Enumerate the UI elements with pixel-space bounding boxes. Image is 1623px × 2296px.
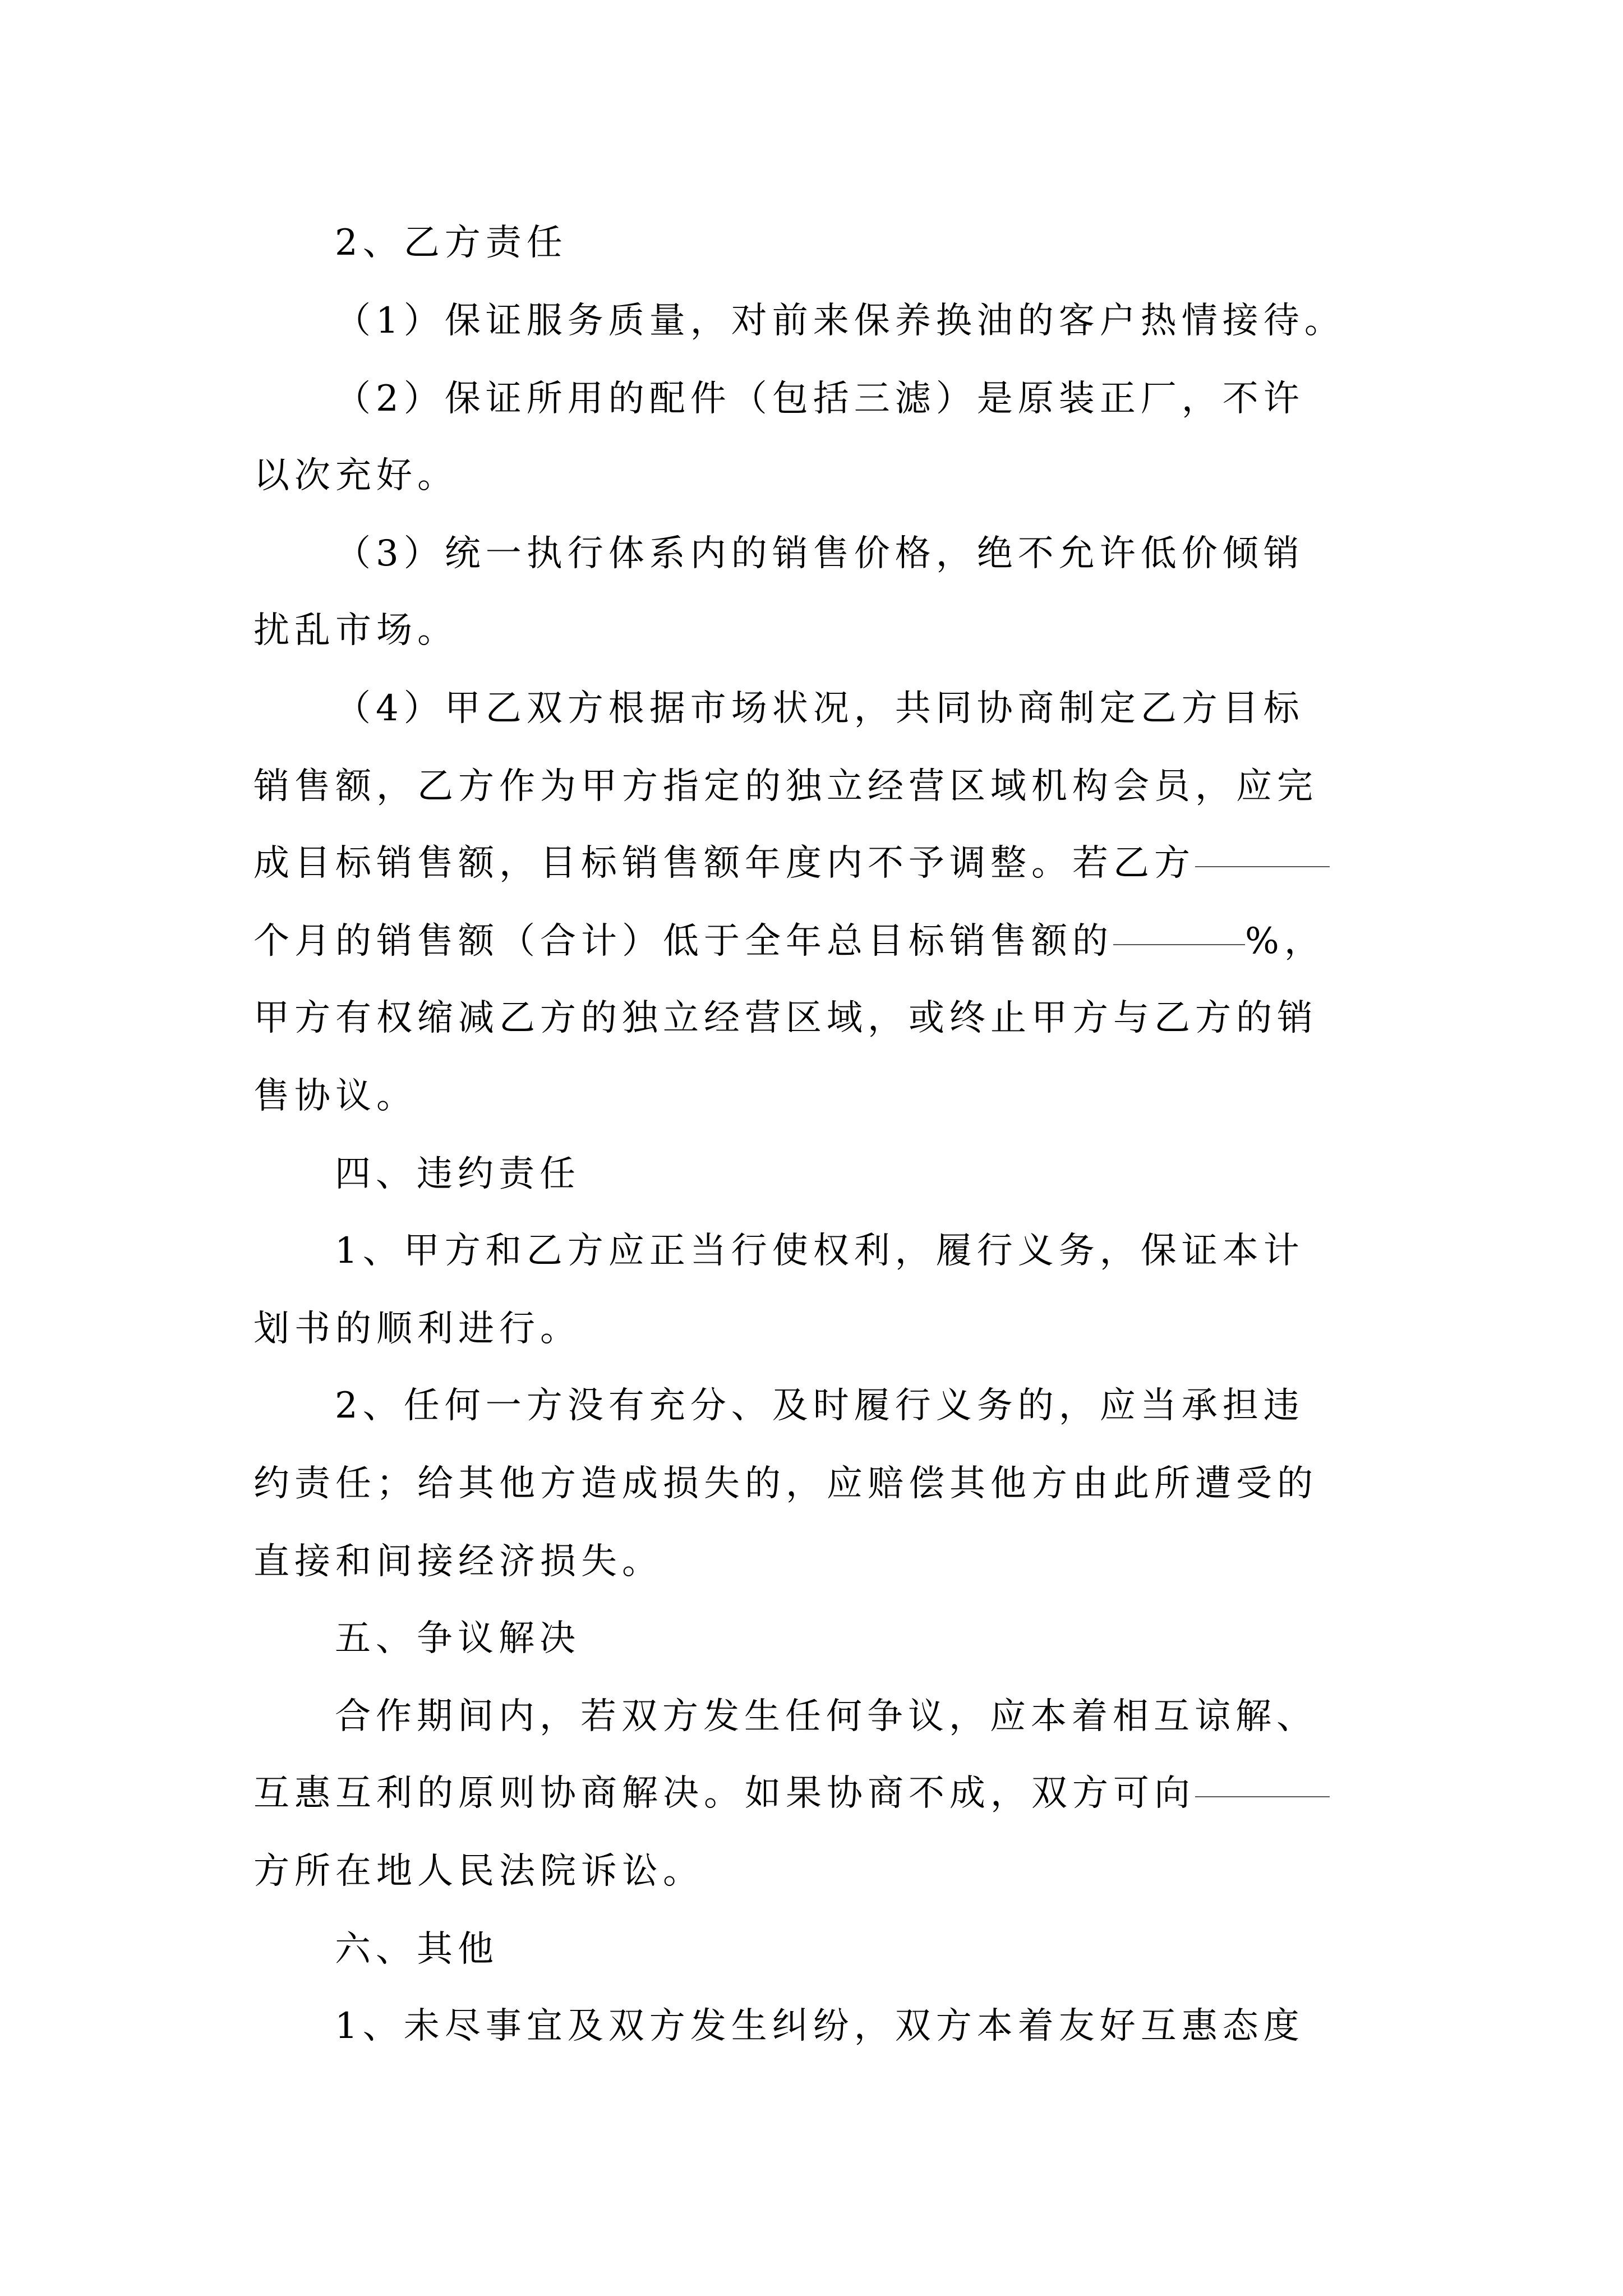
paragraph-line xyxy=(335,290,1345,352)
paragraph-text: 个月的销售额（合计）低于全年总目标销售额的 xyxy=(253,921,1113,962)
heading-text: 六、其他 xyxy=(335,1929,499,1970)
paragraph-line xyxy=(253,1298,581,1360)
heading-text: 2、乙方责任 xyxy=(335,222,568,264)
heading-text: 四、违约责任 xyxy=(335,1153,580,1195)
paragraph-text: （2）保证所用的配件（包括三滤）是原装正厂，不许 xyxy=(335,378,1304,420)
percent-sign: %， xyxy=(1245,921,1325,962)
paragraph-text: 2、任何一方没有充分、及时履行义务的，应当承担违 xyxy=(335,1385,1304,1427)
fill-in-blank xyxy=(1195,837,1330,867)
paragraph-line xyxy=(253,1841,704,1902)
paragraph-text: （3）统一执行体系内的销售价格，绝不允许低价倾销 xyxy=(335,533,1304,574)
paragraph-text: 扰乱市场。 xyxy=(253,610,458,651)
paragraph-text: 以次充好。 xyxy=(253,455,458,496)
paragraph-text: 约责任；给其他方造成损失的，应赔偿其他方由此所遭受的 xyxy=(253,1463,1318,1504)
paragraph-text: 成目标销售额，目标销售额年度内不予调整。若乙方 xyxy=(253,843,1195,884)
paragraph-line xyxy=(335,523,1304,585)
paragraph-line xyxy=(253,1065,417,1127)
paragraph-text: 划书的顺利进行。 xyxy=(253,1308,581,1350)
paragraph-line xyxy=(253,1453,1318,1515)
fill-in-blank xyxy=(1113,915,1245,945)
paragraph-text: 1、甲方和乙方应正当行使权利，履行义务，保证本计 xyxy=(335,1230,1304,1272)
paragraph-line xyxy=(335,1686,1317,1747)
paragraph-line xyxy=(335,1220,1304,1282)
heading-text: 五、争议解决 xyxy=(335,1618,580,1659)
paragraph-line xyxy=(253,445,458,507)
paragraph-text: 直接和间接经济损失。 xyxy=(253,1541,663,1582)
paragraph-line xyxy=(335,368,1304,430)
paragraph-text: 销售额，乙方作为甲方指定的独立经营区域机构会员，应完 xyxy=(253,766,1318,807)
fill-in-blank xyxy=(1195,1767,1330,1797)
paragraph-line xyxy=(253,1531,663,1593)
paragraph-line xyxy=(335,1375,1304,1437)
paragraph-text: （4）甲乙双方根据市场状况，共同协商制定乙方目标 xyxy=(335,688,1304,729)
paragraph-text: 方所在地人民法院诉讼。 xyxy=(253,1851,704,1892)
paragraph-text: 合作期间内，若双方发生任何争议，应本着相互谅解、 xyxy=(335,1696,1317,1737)
paragraph-line xyxy=(253,600,458,661)
section-heading xyxy=(335,1143,580,1205)
paragraph-text: 售协议。 xyxy=(253,1075,417,1117)
paragraph-text: 互惠互利的原则协商解决。如果协商不成，双方可向 xyxy=(253,1773,1195,1814)
section-heading xyxy=(335,1918,499,1980)
paragraph-line xyxy=(253,1763,1330,1824)
paragraph-line xyxy=(253,987,1318,1049)
paragraph-line xyxy=(253,910,1325,972)
paragraph-line xyxy=(335,678,1304,739)
paragraph-text: 1、未尽事宜及双方发生纠纷，双方本着友好互惠态度 xyxy=(335,2005,1304,2047)
section-heading xyxy=(335,1608,580,1669)
paragraph-line xyxy=(253,832,1330,894)
paragraph-line xyxy=(335,1995,1304,2057)
paragraph-text: （1）保证服务质量，对前来保养换油的客户热情接待。 xyxy=(335,300,1345,342)
section-heading xyxy=(335,212,568,274)
paragraph-line xyxy=(253,756,1318,817)
paragraph-text: 甲方有权缩减乙方的独立经营区域，或终止甲方与乙方的销 xyxy=(253,997,1318,1039)
